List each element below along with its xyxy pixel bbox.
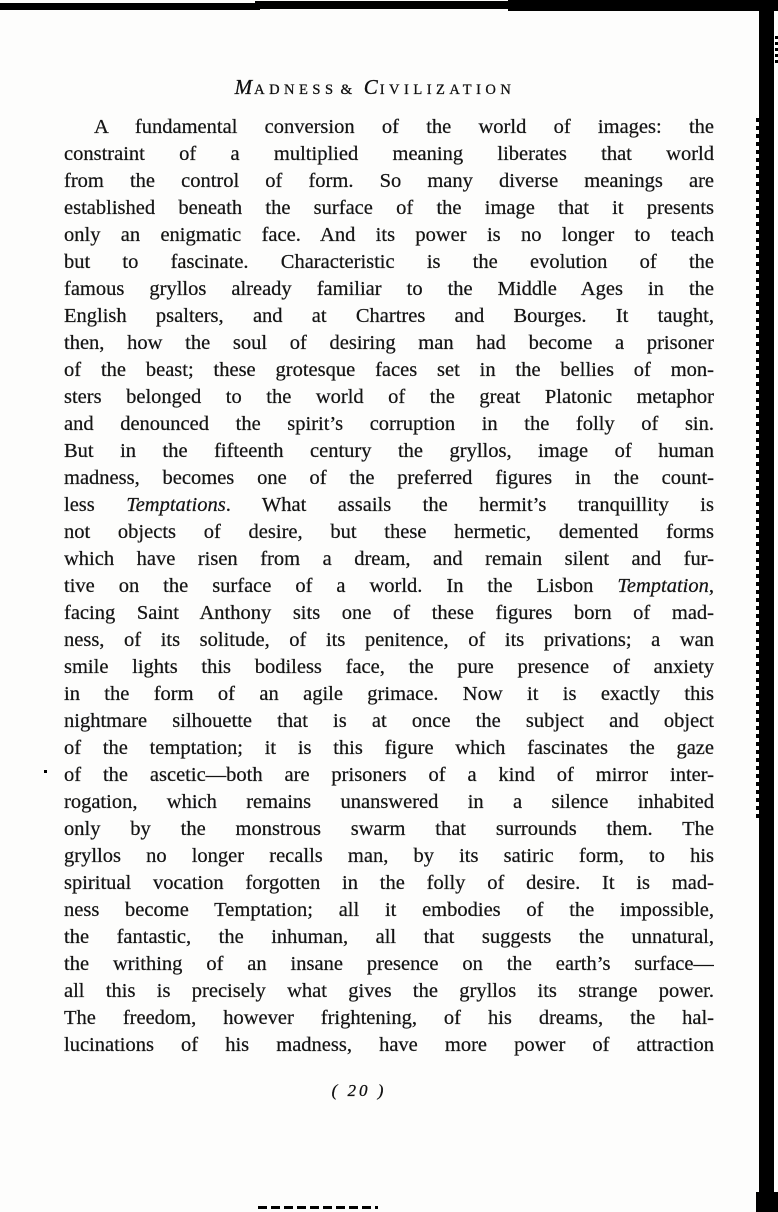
page-number: ( 20 ): [331, 1081, 387, 1100]
scan-edge-bottom-right-corner: [756, 1192, 778, 1212]
text-line: spiritual vocation forgotten in the folly of desire. It is mad-: [64, 872, 714, 894]
text-line: only an enigmatic face. And its power is no longer to teach: [64, 224, 714, 246]
text-line: ness, of its solitude, of its penitence, of its privations; a wan: [64, 629, 714, 651]
text-line: constraint of a multiplied meaning liberates that world: [64, 143, 714, 165]
text-line: smile lights this bodiless face, the pure presence of anxiety: [64, 656, 714, 678]
text-line: then, how the soul of desiring man had become a prisoner: [64, 332, 714, 354]
text-line: but to fascinate. Characteristic is the evolution of the: [64, 251, 714, 273]
text-line: madness, becomes one of the preferred figures in the count-: [64, 467, 714, 489]
running-head-civilization: IVILIZATION: [379, 82, 516, 98]
text-line: sters belonged to the world of the great Platonic metaphor: [64, 386, 714, 408]
text-line: of the ascetic—both are prisoners of a kind of mirror inter-: [64, 764, 714, 786]
running-head-initial-c: C: [363, 75, 380, 99]
scan-edge-bottom-dashes: [258, 1206, 378, 1209]
running-head: [50, 75, 700, 100]
text-line: of the beast; these grotesque faces set in the bellies of mon-: [64, 359, 714, 381]
text-line: tive on the surface of a world. In the Lisbon Temptation,: [64, 575, 714, 597]
text-line: lucinations of his madness, have more power of attraction: [64, 1034, 714, 1056]
text-line: and denounced the spirit’s corruption in the folly of sin.: [64, 413, 714, 435]
scan-edge-top-bar-left: [0, 3, 260, 10]
scan-edge-right-bar: [759, 8, 774, 1212]
text-line: in the form of an agile grimace. Now it is exactly this: [64, 683, 714, 705]
text-line: established beneath the surface of the image that it presents: [64, 197, 714, 219]
scan-edge-top-bar-middle: [255, 1, 513, 9]
text-line: the writhing of an insane presence on the earth’s surface—: [64, 953, 714, 975]
text-line: only by the monstrous swarm that surrounds them. The: [64, 818, 714, 840]
running-head-madness: ADNESS: [254, 82, 338, 98]
text-line: of the temptation; it is this figure which fascinates the gaze: [64, 737, 714, 759]
text-line: But in the fifteenth century the gryllos, image of human: [64, 440, 714, 462]
running-head-initial-m: M: [234, 75, 255, 99]
text-line: less Temptations. What assails the hermit’s tranquillity is: [64, 494, 714, 516]
text-line: the fantastic, the inhuman, all that suggests the unnatural,: [64, 926, 714, 948]
text-line: The freedom, however frightening, of his dreams, the hal-: [64, 1007, 714, 1029]
text-line: from the control of form. So many diverse meanings are: [64, 170, 714, 192]
text-line: famous gryllos already familiar to the Middle Ages in the: [64, 278, 714, 300]
text-line: English psalters, and at Chartres and Bourges. It taught,: [64, 305, 714, 327]
text-line: A fundamental conversion of the world of images: the: [94, 116, 714, 138]
text-line: not objects of desire, but these hermetic, demented forms: [64, 521, 714, 543]
scan-edge-top-bar-right: [508, 0, 778, 11]
text-line: rogation, which remains unanswered in a silence inhabited: [64, 791, 714, 813]
text-line: nightmare silhouette that is at once the subject and object: [64, 710, 714, 732]
running-head-ampersand: &: [340, 82, 357, 98]
paragraph-lines: [64, 114, 714, 1059]
text-line: facing Saint Anthony sits one of these figures born of mad-: [64, 602, 714, 624]
text-line: gryllos no longer recalls man, by its satiric form, to his: [64, 845, 714, 867]
text-line: ness become Temptation; all it embodies of the impossible,: [64, 899, 714, 921]
scan-speck: [44, 770, 47, 773]
text-line: all this is precisely what gives the gryllos its strange power.: [64, 980, 714, 1002]
text-line: which have risen from a dream, and remain silent and fur-: [64, 548, 714, 570]
